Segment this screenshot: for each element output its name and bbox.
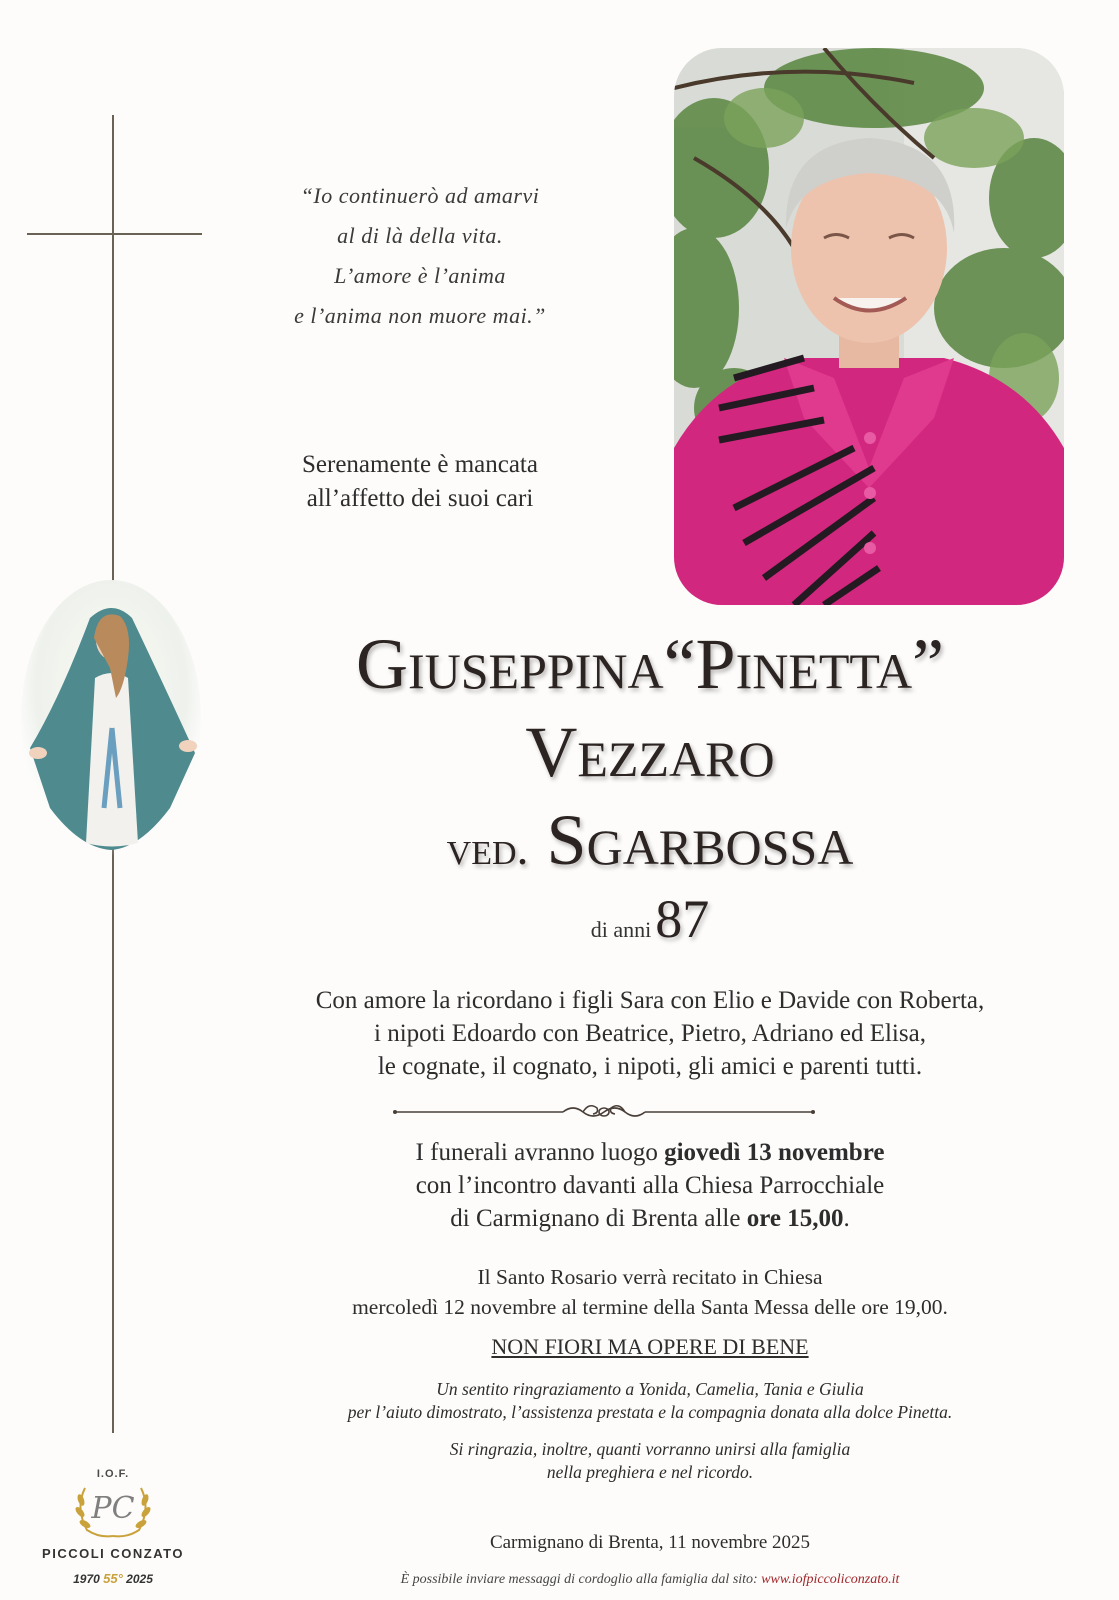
funeral-text: . (843, 1205, 850, 1232)
age (150, 888, 1119, 950)
funeral-line (150, 1202, 1119, 1235)
age-value: 87 (655, 889, 710, 949)
quote-line: L’amore è l’anima (334, 263, 506, 288)
thanks-note-2 (150, 1438, 1119, 1484)
portrait-photo (674, 48, 1064, 605)
funeral-text: di Carmignano di Brenta alle (450, 1205, 747, 1232)
condolence-footnote (150, 1570, 1119, 1590)
family-line: le cognate, il cognato, i nipoti, gli amici e parenti tutti. (377, 1053, 923, 1080)
married-surname: Sgarbossa (546, 800, 854, 880)
rosary-line: Il Santo Rosario verrà recitato in Chiesa (477, 1265, 823, 1289)
intro-line: all’affetto dei suoi cari (306, 485, 534, 512)
quote-line: e l’anima non muore mai.” (294, 303, 546, 328)
logo-year-end: 2025 (126, 1572, 153, 1586)
funeral-home-logo (38, 1468, 188, 1598)
funeral-info (150, 1136, 1119, 1235)
logo-anniversary: 55° (103, 1571, 123, 1586)
quote-line: al di là della vita. (337, 223, 503, 248)
family-line: i nipoti Edoardo con Beatrice, Pietro, Adriano ed Elisa, (374, 1020, 926, 1047)
intro-text (200, 448, 640, 516)
funeral-text: I funerali avranno luogo (415, 1139, 665, 1166)
rosary-info (150, 1262, 1119, 1322)
logo-year-start: 1970 (73, 1572, 100, 1586)
family-line: Con amore la ricordano i figli Sara con Elio e Davide con Roberta, (315, 987, 985, 1014)
thanks-line: Si ringrazia, inoltre, quanti vorranno unirsi alla famiglia (449, 1439, 851, 1459)
surname: Vezzaro (525, 712, 775, 792)
footnote-text: È possibile inviare messaggi di cordoglio alla famiglia dal sito: (400, 1572, 762, 1587)
widow-prefix: ved. (446, 822, 529, 875)
deceased-name-line1 (150, 622, 1119, 706)
thanks-note (150, 1378, 1119, 1424)
quote-line: “Io continuerò ad amarvi (300, 183, 540, 208)
rosary-line: mercoledì 12 novembre al termine della Santa Messa delle ore 19,00. (352, 1295, 948, 1319)
cross-icon-horizontal (27, 233, 202, 235)
age-label: di anni (590, 917, 652, 942)
scroll-divider-icon (393, 1100, 815, 1124)
laurel-monogram-icon (71, 1478, 155, 1540)
intro-line: Serenamente è mancata (302, 451, 538, 478)
place-date: Carmignano di Brenta, 11 novembre 2025 (489, 1532, 811, 1553)
family-announcement (150, 984, 1119, 1083)
funeral-line (150, 1136, 1119, 1169)
nickname: “Pinetta” (663, 624, 945, 704)
funeral-line: con l’incontro davanti alla Chiesa Parrocchiale (415, 1172, 885, 1199)
logo-years (38, 1571, 188, 1586)
first-name: Giuseppina (355, 624, 664, 704)
logo-monogram: PC (91, 1491, 135, 1526)
thanks-line: per l’aiuto dimostrato, l’assistenza prestata e la compagnia donata alla dolce Pinetta. (347, 1402, 953, 1422)
deceased-surname (150, 710, 1119, 794)
deceased-married-name (150, 798, 1119, 891)
funeral-date: giovedì 13 novembre (664, 1139, 885, 1166)
memorial-quote (200, 176, 640, 336)
logo-iof-text: I.O.F. (96, 1468, 130, 1480)
funeral-time: ore 15,00 (746, 1205, 844, 1232)
thanks-line: Un sentito ringraziamento a Yonida, Camelia, Tania e Giulia (436, 1379, 864, 1399)
logo-name: PICCOLI CONZATO (42, 1546, 184, 1561)
no-flowers-note: NON FIORI MA OPERE DI BENE (491, 1334, 809, 1359)
website-link[interactable]: www.iofpiccoliconzato.it (761, 1572, 900, 1587)
thanks-line: nella preghiera e nel ricordo. (546, 1462, 754, 1482)
